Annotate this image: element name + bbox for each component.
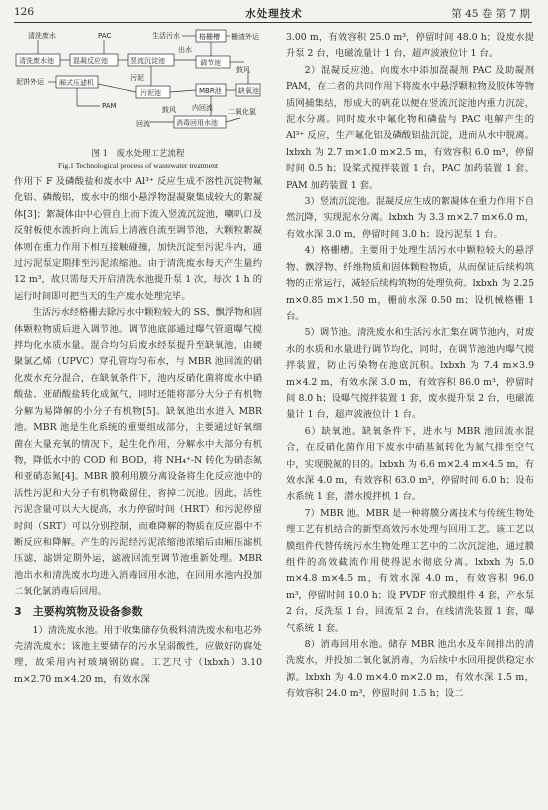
node-aeration-2: 鼓风 — [162, 106, 176, 114]
node-grid-well: 格栅槽 — [199, 33, 220, 41]
paragraph: 5）调节池。清洗废水和生活污水汇集在调节池内，对废水的水质和水量进行调节均化，同时，在调节池池内曝气搅拌装置，防止污染物在池底沉积。lxbxh 为 7.4 m×3.9 m×4.2 m，有效水深 3.0 m，有效容积 86.0 m³，停留时间 8.0 h；设曝气搅拌装置 1 套，废水提升泵 2 台，电磁流量计 1 台，超声波液位计 1 台。 — [286, 327, 534, 421]
process-flow-diagram — [14, 28, 262, 148]
node-effluent: 出水 — [178, 46, 192, 54]
paragraph: 8）消毒回用水池。储存 MBR 池出水及车间排出的清洗废水，并投加二氧化氯消毒，为后续中水回用提供稳定水源。lxbxh 为 4.0 m×4.0 m×2.0 m，有效水深 1.5 m，有效容积 24.0 m³，停留时间 1.5 h；设二 — [286, 639, 534, 700]
paragraph: 3）竖流沉淀池。混凝反应生成的絮凝体在重力作用下自然沉降，实现泥水分离。lxbxh 为 3.3 m×2.7 m×6.0 m，有效水深 3.0 m，停留时间 3.0 h；设污泥泵 1 台。 — [286, 196, 534, 240]
node-clean-tank: 清洗废水池 — [19, 57, 54, 65]
node-vert-settle: 竖流沉淀池 — [130, 57, 165, 65]
page-header — [14, 6, 534, 22]
node-clean-waste: 清洗废水 — [28, 32, 56, 40]
paragraph: 生活污水经格栅去除污水中颗粒较大的 SS、飘浮物和固体颗粒物质后进入调节池。调节池底部通过曝气管道曝气搅拌均化水质水量。混合均匀后废水经泵提升至缺氧池，由硬聚氯乙烯（UPVC）穿孔管均匀布水，与 MBR 池回流的硝化废水充分混合，在缺氧条件下，池内反硝化菌将废水中硝酸盐、亚硝酸盐转化成氮气，同时还能将部分大分子有机物分解为易降解的小分子有机物[5]。缺氧池出水进入 MBR 池。MBR 池是生化系统的重要组成部分，主要通过好氧细菌在大量充氧的情况下，起生化作用，分解水中大部分有机物，降低水中的 COD 和 BOD，将 NH₄⁺-N 转化为硝态氮和亚硝态氮[4]。MBR 膜利用膜分离设备将生化反应池中的活性污泥和大分子有机物截留住，省掉二沉池。因此，活性污泥含量可以大大提高，水力停留时间（HRT）和污泥停留时间（SRT）可以分别控制，而难降解的物质在反应器中不断反应和降解。产生的污泥经污泥浓缩池浓缩后由厢压滤机压滤，滤饼定期外运，滤液回流至调节池重新处理。MBR 池出水和清洗废水均进入消毒回用水池，在回用水池内投加二氧化氯消毒后回用。 — [14, 307, 262, 598]
header-rule — [14, 22, 532, 23]
node-coag-tank: 混凝反应池 — [73, 57, 108, 65]
node-mbr: MBR池 — [199, 87, 222, 95]
node-aeration-1: 鼓风 — [236, 66, 250, 74]
page-number: 126 — [14, 6, 35, 18]
paragraph: 4）格栅槽。主要用于处理生活污水中颗粒较大的悬浮物、飘浮物、纤维物质和固体颗粒物质，从而保证后续构筑物的正常运行，减轻后续构筑物的处理负荷。lxbxh 为 2.25 m×0.85 m×1.50 m，栅前水深 0.50 m；设机械格栅 1 台。 — [286, 245, 534, 322]
node-pac: PAC — [98, 32, 112, 40]
node-domestic-sewage: 生活污水 — [152, 32, 180, 40]
paragraph: 3.00 m，有效容积 25.0 m³，停留时间 48.0 h；设废水提升泵 2 台，电磁流量计 1 台，超声波液位计 1 台。 — [286, 32, 534, 60]
figure-caption-cn: 图 1 废水处理工艺流程 — [91, 149, 185, 159]
volume-issue: 第 45 卷 第 7 期 — [451, 8, 530, 20]
node-return-flow: 回流 — [136, 120, 150, 128]
left-column — [14, 28, 262, 688]
node-backflow: 内回流 — [192, 104, 213, 112]
node-grid-slag-out: 栅渣外运 — [231, 33, 259, 41]
node-filter-press: 厢式压滤机 — [59, 79, 94, 87]
paragraph: 7）MBR 池。MBR 是一种将膜分离技术与传统生物处理工艺有机结合的新型高效污水处理与回用工艺。该工艺以膜组件代替传统污水生物处理工艺中的二次沉淀池，通过膜组件的高效截流作用使得泥水彻底分离。lxbxh 为 5.0 m×4.8 m×4.5 m，有效水深 4.0 m，有效容积 96.0 m³，停留时间 10.0 h；设 PVDF 帘式膜组件 4 套，产水泵 2 台，反洗泵 1 台，回流泵 2 台，在线清洗装置 1 套，曝气系统 1 套。 — [286, 507, 534, 634]
figure-caption-en: Fig.1 Technological process of wastewater treatment — [57, 161, 218, 170]
node-sludge-thick: 污泥池 — [140, 89, 161, 97]
paragraph: 6）缺氧池。缺氧条件下，进水与 MBR 池回流水混合，在反硝化菌作用下废水中硝基氮转化为氮气排至空气中，实现脱氮的目的。lxbxh 为 6.6 m×2.4 m×4.5 m，有效水深 4.0 m，有效容积 63.0 m³，停留时间 6.0 h；设布水系统 1 套，潜水搅拌机 1 台。 — [286, 425, 534, 503]
right-column — [286, 30, 534, 703]
node-anoxic: 缺氧池 — [238, 87, 259, 95]
node-sludge-out: 泥饼外运 — [16, 78, 44, 86]
node-sludge: 污泥 — [130, 74, 144, 82]
process-flow-figure — [14, 28, 262, 174]
paragraph: 1）清洗废水池。用于收集储存负极料清洗废水和电芯外壳清洗废水；该池主要储存的污水呈弱酸性，应做好防腐处理，故采用内衬玻璃钢防腐。工艺尺寸（lxbxh）3.10 m×2.70 m×4.20 m，有效水深 — [14, 624, 262, 685]
paragraph: 作用下 F 及磷酸盐和废水中 Al³⁺ 反应生成不溶性沉淀物氟化铝、磷酸铝，废水中的细小悬浮物混凝聚集成较大的絮凝体[3]；絮凝体由中心管自上而下流入竖流沉淀池，喇叭口及反射板使水流折向上流后上清液自流至调节池，大颗粒絮凝体则在重力作用下相互接触碰撞，加快沉淀至污泥斗内，通过污泥泵定期排至污泥浓缩池。由于清洗废水每天产生量约 12 m³，故只需每天开启清洗水池提升泵 1 次，每次 1 h 的运行时间即可把当天的生产废水处理完毕。 — [14, 176, 262, 302]
journal-title: 水处理技术 — [245, 8, 303, 20]
section-heading: 3 主要构筑物及设备参数 — [14, 604, 143, 618]
node-chlorine-dioxide: 二氧化氯 — [228, 108, 256, 116]
node-pam: PAM — [102, 102, 117, 110]
node-disinfect: 消毒回用水池 — [176, 119, 218, 127]
paragraph: 2）混凝反应池。向废水中添加混凝剂 PAC 及助凝剂 PAM，在二者的共同作用下将废水中悬浮颗粒物及胶体等物质网捕集结，形成大的矾花以便在竖流沉淀池内重力沉淀，泥水分离。同时废水中氟化物和磷盐与 PAC 电解产生的 Al³⁺ 反应，生产氟化铝及磷酸铝盐沉淀，进而从水中脱离。lxbxh 为 2.7 m×1.0 m×2.5 m，有效容积 6.0 m³，停留时间 0.5 h；设桨式搅拌装置 1 台，PAC 加药装置 1 套、PAM 加药装置 1 套。 — [286, 64, 534, 191]
node-equalize: 调节池 — [200, 59, 221, 67]
